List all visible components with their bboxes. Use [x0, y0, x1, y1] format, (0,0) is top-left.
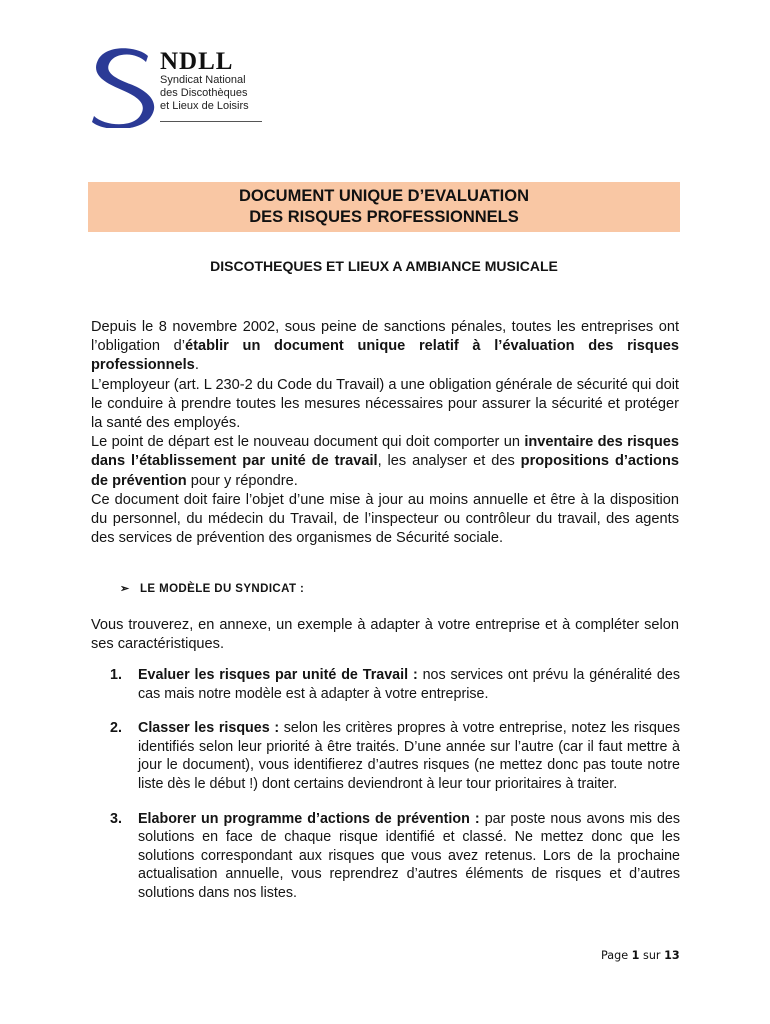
intro-s1-bold: établir un document unique relatif à l’évaluation des risques professionnels — [91, 338, 679, 374]
intro-s3a: Le point de départ est le nouveau document qui doit comporter un — [91, 434, 525, 451]
logo-line-3: et Lieux de Loisirs — [160, 100, 249, 112]
list-item-text: nos services ont prévu la généralité des cas mais notre modèle est à adapter à votre entreprise. — [138, 667, 680, 702]
document-subtitle: DISCOTHEQUES ET LIEUX A AMBIANCE MUSICALE — [210, 258, 558, 274]
page-current: 1 — [631, 949, 640, 962]
section-heading — [120, 582, 304, 595]
s-letter-logo-icon — [86, 44, 166, 128]
list-item-number: 2. — [110, 720, 122, 737]
sndll-logo — [86, 44, 276, 128]
logo-line-2: des Discothèques — [160, 87, 248, 99]
intro-s2: L’employeur (art. L 230-2 du Code du Travail) a une obligation générale de sécurité qui doit le conduire à prendre toutes les mesures nécessaires pour assurer la sécurité et protéger la santé des employés. — [91, 376, 679, 432]
intro-s4: Ce document doit faire l’objet d’une mise à jour au moins annuelle et être à la disposition du personnel, du médecin du Travail, de l’inspecteur ou contrôleur du travail, des agents des services de prévention des organismes de Sécurité sociale. — [91, 491, 679, 547]
list-item — [110, 810, 680, 903]
steps-list — [110, 666, 680, 919]
intro-s1: Depuis le 8 novembre 2002, sous peine de sanctions pénales, toutes les entreprises ont l’obligation d’ — [91, 319, 679, 355]
page-total: 13 — [664, 949, 680, 962]
arrow-bullet-icon: ➢ — [120, 583, 130, 595]
list-item-text: selon les critères propres à votre entreprise, notez les risques identifiés selon leur priorité à être traités. D’une année sur l’autre (car il faut mettre à jour le document), vous identifierez d’autres risques (ne mettez donc pas toute notre liste dès le début !) dont certains deviendront à leur tour prioritaires à traiter. — [138, 720, 680, 792]
section-heading-text: LE MODÈLE DU SYNDICAT : — [140, 583, 305, 595]
list-item-text: par poste nous avons mis des solutions en face de chaque risque identifié et classé. Ne mettez donc que les solutions correspondant aux risques que vous avez retenus. Lors de la prochaine actualisation annuelle, vous reprendrez d’autres éléments de risques et d’autres solutions dans nos listes. — [138, 810, 680, 901]
document-title-banner — [88, 182, 680, 232]
list-item-number: 3. — [110, 810, 122, 827]
list-item — [110, 666, 680, 703]
title-line-1: DOCUMENT UNIQUE D’EVALUATION — [239, 187, 529, 205]
list-item-lead: Classer les risques : — [138, 720, 280, 737]
intro-s3d: propositions d’actions de prévention — [91, 453, 679, 489]
list-item-lead: Evaluer les risques par unité de Travail : — [138, 667, 418, 683]
page-number — [601, 949, 680, 962]
list-item — [110, 719, 680, 793]
logo-line-1: Syndicat National — [160, 74, 246, 86]
intro-s3c: , les analyser et des — [377, 453, 521, 470]
list-item-number: 1. — [110, 667, 122, 683]
list-item-lead: Elaborer un programme d’actions de prévention : — [138, 810, 480, 827]
logo-divider — [160, 121, 262, 122]
title-line-2: DES RISQUES PROFESSIONNELS — [249, 208, 519, 226]
intro-s3b: inventaire des risques dans l’établissement par unité de travail — [91, 434, 679, 470]
intro-s3e: pour y répondre. — [186, 472, 298, 489]
annex-paragraph: Vous trouverez, en annexe, un exemple à adapter à votre entreprise et à compléter selon ses caractéristiques. — [91, 617, 679, 653]
page-sur: sur — [643, 949, 661, 962]
intro-s1-end: . — [194, 357, 199, 374]
logo-brand: NDLL — [160, 48, 234, 75]
page-word: Page — [601, 949, 629, 962]
intro-paragraph — [91, 318, 679, 548]
